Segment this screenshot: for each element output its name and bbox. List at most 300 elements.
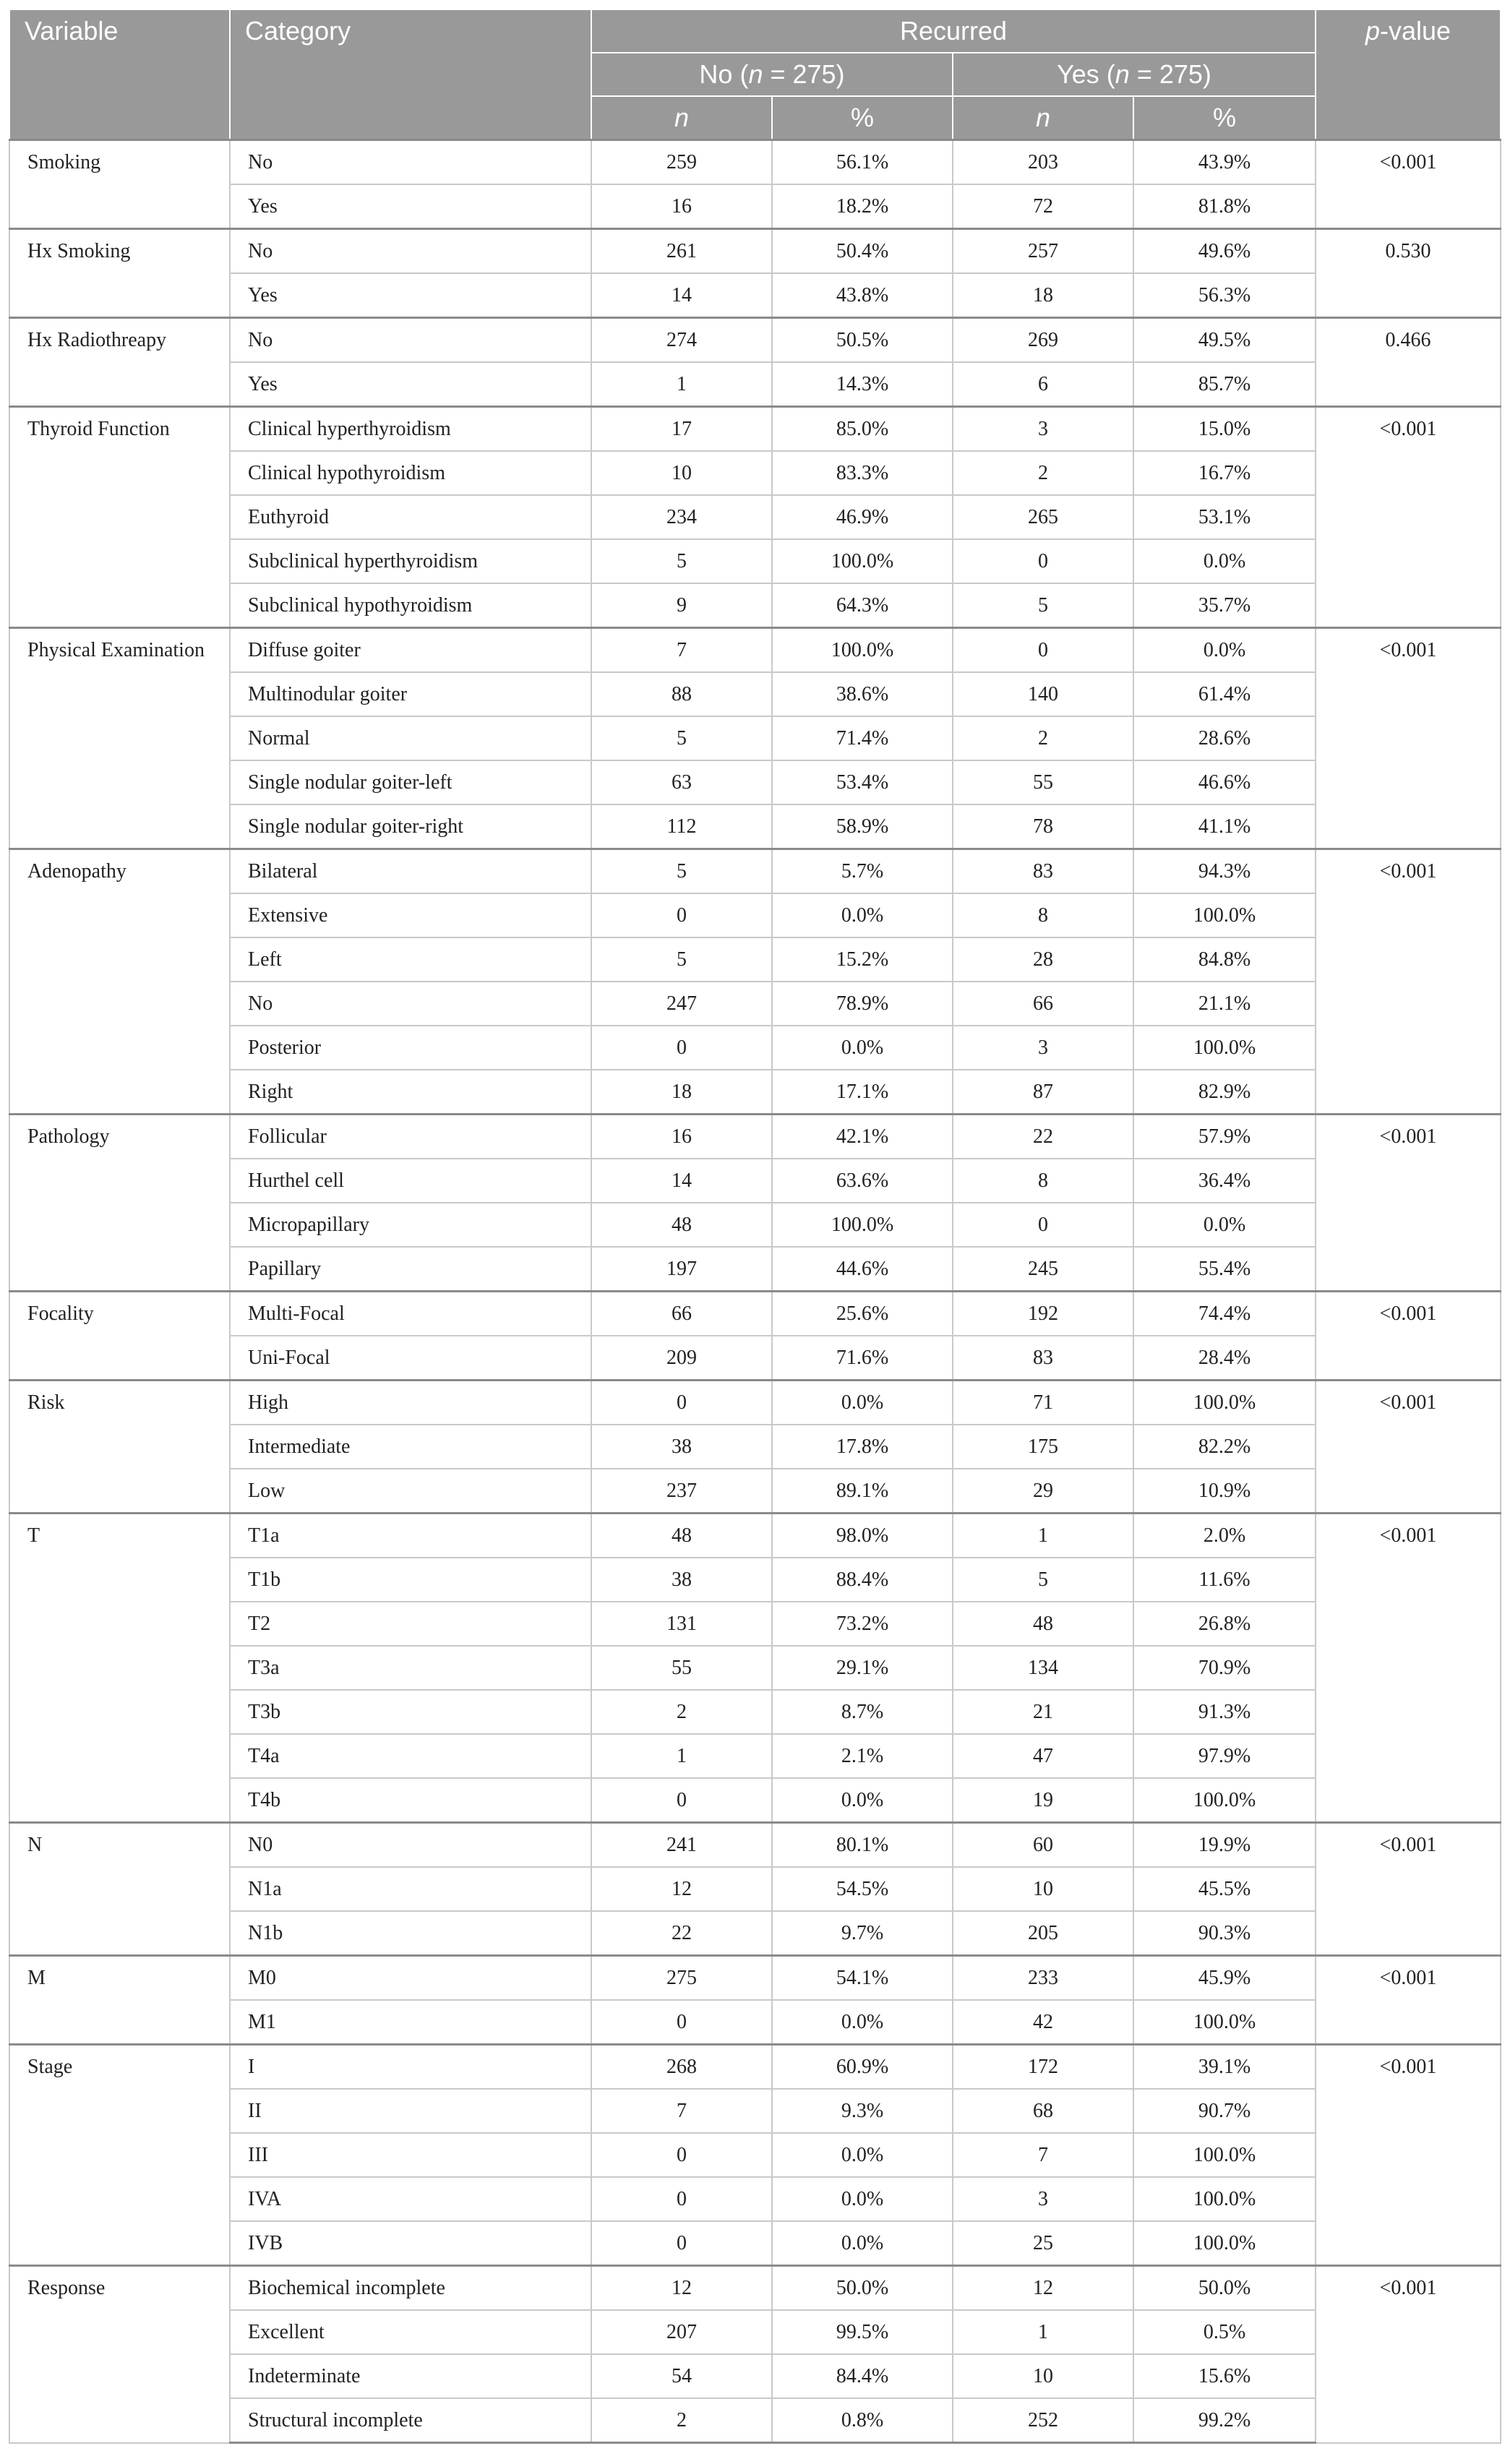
no-percent-cell: 64.3% (772, 583, 953, 628)
yes-count-cell: 257 (953, 229, 1133, 274)
no-count-cell: 2 (591, 2398, 772, 2443)
table-row (9, 628, 1501, 673)
category-cell: Multinodular goiter (230, 672, 591, 716)
no-count-cell: 0 (591, 1026, 772, 1070)
pvalue-cell: <0.001 (1316, 2045, 1501, 2266)
no-count-cell: 63 (591, 760, 772, 804)
table-row (9, 318, 1501, 363)
table-row (9, 1070, 1501, 1115)
yes-count-cell: 25 (953, 2221, 1133, 2266)
yes-percent-cell: 49.5% (1133, 318, 1316, 363)
no-count-cell: 48 (591, 1203, 772, 1247)
yes-count-cell: 18 (953, 273, 1133, 318)
yes-percent-cell: 91.3% (1133, 1690, 1316, 1734)
pvalue-cell: <0.001 (1316, 1956, 1501, 2045)
category-cell: T4a (230, 1734, 591, 1778)
no-percent-cell: 100.0% (772, 1203, 953, 1247)
yes-count-cell: 140 (953, 672, 1133, 716)
table-header (9, 9, 1501, 140)
no-count-cell: 261 (591, 229, 772, 274)
no-percent-cell: 14.3% (772, 362, 953, 407)
table-row (9, 2045, 1501, 2090)
category-cell: Multi-Focal (230, 1292, 591, 1336)
category-cell: N1a (230, 1867, 591, 1911)
category-cell: I (230, 2045, 591, 2090)
header-no-pct: % (772, 96, 953, 140)
yes-count-cell: 3 (953, 407, 1133, 452)
yes-count-cell: 8 (953, 1159, 1133, 1203)
no-percent-cell: 99.5% (772, 2310, 953, 2354)
no-percent-cell: 56.1% (772, 140, 953, 185)
yes-percent-cell: 82.2% (1133, 1425, 1316, 1469)
table-row (9, 1514, 1501, 1558)
category-cell: Yes (230, 362, 591, 407)
table-row (9, 1778, 1501, 1823)
no-percent-cell: 17.8% (772, 1425, 953, 1469)
yes-percent-cell: 81.8% (1133, 184, 1316, 229)
no-percent-cell: 85.0% (772, 407, 953, 452)
category-cell: Low (230, 1469, 591, 1514)
no-percent-cell: 60.9% (772, 2045, 953, 2090)
yes-count-cell: 47 (953, 1734, 1133, 1778)
yes-percent-cell: 85.7% (1133, 362, 1316, 407)
table-row (9, 1602, 1501, 1646)
variable-cell: Pathology (9, 1115, 230, 1292)
yes-count-cell: 233 (953, 1956, 1133, 2001)
no-percent-cell: 2.1% (772, 1734, 953, 1778)
no-count-cell: 14 (591, 273, 772, 318)
table-row (9, 1115, 1501, 1159)
yes-percent-cell: 100.0% (1133, 2221, 1316, 2266)
table-row (9, 2133, 1501, 2177)
yes-count-cell: 1 (953, 1514, 1133, 1558)
yes-count-cell: 269 (953, 318, 1133, 363)
yes-count-cell: 203 (953, 140, 1133, 185)
yes-count-cell: 55 (953, 760, 1133, 804)
no-count-cell: 88 (591, 672, 772, 716)
no-count-cell: 12 (591, 2266, 772, 2311)
table-row (9, 2177, 1501, 2221)
category-cell: Right (230, 1070, 591, 1115)
yes-count-cell: 192 (953, 1292, 1133, 1336)
no-percent-cell: 80.1% (772, 1823, 953, 1868)
pvalue-cell: <0.001 (1316, 407, 1501, 628)
yes-count-cell: 72 (953, 184, 1133, 229)
no-percent-cell: 17.1% (772, 1070, 953, 1115)
category-cell: Normal (230, 716, 591, 760)
no-count-cell: 16 (591, 1115, 772, 1159)
no-percent-cell: 43.8% (772, 273, 953, 318)
table-row (9, 672, 1501, 716)
no-percent-cell: 5.7% (772, 849, 953, 894)
table-row (9, 982, 1501, 1026)
pvalue-cell: 0.530 (1316, 229, 1501, 318)
yes-percent-cell: 57.9% (1133, 1115, 1316, 1159)
yes-count-cell: 0 (953, 628, 1133, 673)
yes-count-cell: 3 (953, 1026, 1133, 1070)
no-count-cell: 0 (591, 2133, 772, 2177)
yes-percent-cell: 100.0% (1133, 1026, 1316, 1070)
variable-cell: Smoking (9, 140, 230, 229)
table-row (9, 1247, 1501, 1292)
yes-count-cell: 68 (953, 2089, 1133, 2133)
category-cell: Yes (230, 184, 591, 229)
pvalue-cell: <0.001 (1316, 628, 1501, 849)
table-row (9, 1159, 1501, 1203)
yes-count-cell: 83 (953, 849, 1133, 894)
yes-percent-cell: 56.3% (1133, 273, 1316, 318)
no-count-cell: 259 (591, 140, 772, 185)
no-count-cell: 7 (591, 2089, 772, 2133)
no-count-cell: 131 (591, 1602, 772, 1646)
yes-percent-cell: 45.9% (1133, 1956, 1316, 2001)
no-count-cell: 247 (591, 982, 772, 1026)
yes-count-cell: 29 (953, 1469, 1133, 1514)
no-count-cell: 241 (591, 1823, 772, 1868)
no-percent-cell: 9.3% (772, 2089, 953, 2133)
yes-count-cell: 87 (953, 1070, 1133, 1115)
yes-percent-cell: 55.4% (1133, 1247, 1316, 1292)
yes-percent-cell: 35.7% (1133, 583, 1316, 628)
category-cell: No (230, 140, 591, 185)
category-cell: Subclinical hypothyroidism (230, 583, 591, 628)
no-count-cell: 0 (591, 1381, 772, 1425)
pvalue-cell: <0.001 (1316, 849, 1501, 1115)
table-row (9, 1469, 1501, 1514)
yes-count-cell: 22 (953, 1115, 1133, 1159)
table-row (9, 1911, 1501, 1956)
yes-percent-cell: 70.9% (1133, 1646, 1316, 1690)
table-row (9, 229, 1501, 274)
category-cell: Hurthel cell (230, 1159, 591, 1203)
no-percent-cell: 50.4% (772, 229, 953, 274)
no-count-cell: 38 (591, 1558, 772, 1602)
yes-count-cell: 265 (953, 495, 1133, 539)
table-row (9, 1646, 1501, 1690)
no-count-cell: 0 (591, 893, 772, 937)
no-count-cell: 5 (591, 937, 772, 982)
variable-cell: Focality (9, 1292, 230, 1381)
yes-percent-cell: 84.8% (1133, 937, 1316, 982)
table-row (9, 1734, 1501, 1778)
yes-percent-cell: 28.6% (1133, 716, 1316, 760)
table-row (9, 495, 1501, 539)
no-percent-cell: 100.0% (772, 628, 953, 673)
category-cell: Biochemical incomplete (230, 2266, 591, 2311)
table-row (9, 539, 1501, 583)
yes-count-cell: 175 (953, 1425, 1133, 1469)
yes-percent-cell: 100.0% (1133, 2000, 1316, 2045)
no-percent-cell: 29.1% (772, 1646, 953, 1690)
category-cell: T3a (230, 1646, 591, 1690)
no-count-cell: 274 (591, 318, 772, 363)
yes-percent-cell: 15.6% (1133, 2354, 1316, 2398)
yes-count-cell: 2 (953, 716, 1133, 760)
no-percent-cell: 42.1% (772, 1115, 953, 1159)
yes-count-cell: 71 (953, 1381, 1133, 1425)
category-cell: Papillary (230, 1247, 591, 1292)
no-percent-cell: 15.2% (772, 937, 953, 982)
table-row (9, 804, 1501, 849)
no-count-cell: 10 (591, 451, 772, 495)
category-cell: IVB (230, 2221, 591, 2266)
yes-count-cell: 245 (953, 1247, 1133, 1292)
yes-percent-cell: 43.9% (1133, 140, 1316, 185)
table-row (9, 1690, 1501, 1734)
data-table-container (9, 9, 1500, 2444)
category-cell: Indeterminate (230, 2354, 591, 2398)
no-percent-cell: 0.0% (772, 2221, 953, 2266)
yes-percent-cell: 0.0% (1133, 628, 1316, 673)
yes-count-cell: 66 (953, 982, 1133, 1026)
category-cell: Clinical hypothyroidism (230, 451, 591, 495)
no-percent-cell: 0.0% (772, 1778, 953, 1823)
yes-percent-cell: 26.8% (1133, 1602, 1316, 1646)
yes-count-cell: 0 (953, 1203, 1133, 1247)
no-percent-cell: 54.1% (772, 1956, 953, 2001)
yes-percent-cell: 0.5% (1133, 2310, 1316, 2354)
yes-percent-cell: 46.6% (1133, 760, 1316, 804)
variable-cell: Hx Smoking (9, 229, 230, 318)
variable-cell: N (9, 1823, 230, 1956)
yes-count-cell: 10 (953, 1867, 1133, 1911)
no-count-cell: 55 (591, 1646, 772, 1690)
table-row (9, 716, 1501, 760)
yes-percent-cell: 19.9% (1133, 1823, 1316, 1868)
category-cell: T4b (230, 1778, 591, 1823)
yes-percent-cell: 100.0% (1133, 893, 1316, 937)
yes-count-cell: 28 (953, 937, 1133, 982)
no-percent-cell: 25.6% (772, 1292, 953, 1336)
yes-count-cell: 6 (953, 362, 1133, 407)
no-count-cell: 17 (591, 407, 772, 452)
no-percent-cell: 46.9% (772, 495, 953, 539)
category-cell: Intermediate (230, 1425, 591, 1469)
variable-cell: Stage (9, 2045, 230, 2266)
no-count-cell: 275 (591, 1956, 772, 2001)
yes-percent-cell: 15.0% (1133, 407, 1316, 452)
yes-percent-cell: 97.9% (1133, 1734, 1316, 1778)
table-row (9, 2398, 1501, 2443)
yes-count-cell: 134 (953, 1646, 1133, 1690)
header-variable: Variable (9, 9, 230, 140)
table-row (9, 451, 1501, 495)
category-cell: No (230, 318, 591, 363)
no-percent-cell: 38.6% (772, 672, 953, 716)
no-count-cell: 207 (591, 2310, 772, 2354)
yes-percent-cell: 36.4% (1133, 1159, 1316, 1203)
no-count-cell: 48 (591, 1514, 772, 1558)
yes-count-cell: 1 (953, 2310, 1133, 2354)
yes-percent-cell: 50.0% (1133, 2266, 1316, 2311)
no-count-cell: 14 (591, 1159, 772, 1203)
no-count-cell: 22 (591, 1911, 772, 1956)
category-cell: Yes (230, 273, 591, 318)
table-row (9, 184, 1501, 229)
table-row (9, 1425, 1501, 1469)
table-row (9, 1336, 1501, 1381)
variable-cell: Adenopathy (9, 849, 230, 1115)
category-cell: Single nodular goiter-right (230, 804, 591, 849)
no-percent-cell: 18.2% (772, 184, 953, 229)
no-count-cell: 16 (591, 184, 772, 229)
table-row (9, 1292, 1501, 1336)
no-count-cell: 237 (591, 1469, 772, 1514)
no-count-cell: 7 (591, 628, 772, 673)
yes-count-cell: 252 (953, 2398, 1133, 2443)
category-cell: Follicular (230, 1115, 591, 1159)
variable-cell: Risk (9, 1381, 230, 1514)
table-row (9, 893, 1501, 937)
table-row (9, 760, 1501, 804)
category-cell: N1b (230, 1911, 591, 1956)
no-count-cell: 66 (591, 1292, 772, 1336)
variable-cell: Response (9, 2266, 230, 2443)
no-count-cell: 0 (591, 2177, 772, 2221)
category-cell: IVA (230, 2177, 591, 2221)
yes-count-cell: 19 (953, 1778, 1133, 1823)
category-cell: Excellent (230, 2310, 591, 2354)
yes-count-cell: 8 (953, 893, 1133, 937)
pvalue-cell: <0.001 (1316, 1823, 1501, 1956)
no-percent-cell: 0.0% (772, 1026, 953, 1070)
category-cell: No (230, 982, 591, 1026)
yes-percent-cell: 53.1% (1133, 495, 1316, 539)
yes-percent-cell: 90.7% (1133, 2089, 1316, 2133)
no-percent-cell: 71.4% (772, 716, 953, 760)
no-count-cell: 1 (591, 1734, 772, 1778)
table-row (9, 1203, 1501, 1247)
no-count-cell: 5 (591, 716, 772, 760)
no-count-cell: 54 (591, 2354, 772, 2398)
category-cell: Single nodular goiter-left (230, 760, 591, 804)
table-row (9, 849, 1501, 894)
yes-count-cell: 172 (953, 2045, 1133, 2090)
table-row (9, 2354, 1501, 2398)
no-percent-cell: 53.4% (772, 760, 953, 804)
header-yes-group: Yes (n = 275) (953, 53, 1316, 96)
yes-percent-cell: 0.0% (1133, 539, 1316, 583)
header-pvalue: p-value (1316, 9, 1501, 140)
yes-percent-cell: 21.1% (1133, 982, 1316, 1026)
yes-count-cell: 83 (953, 1336, 1133, 1381)
yes-percent-cell: 74.4% (1133, 1292, 1316, 1336)
yes-count-cell: 48 (953, 1602, 1133, 1646)
yes-percent-cell: 2.0% (1133, 1514, 1316, 1558)
no-percent-cell: 0.0% (772, 2133, 953, 2177)
table-row (9, 1381, 1501, 1425)
pvalue-cell: <0.001 (1316, 2266, 1501, 2443)
yes-percent-cell: 16.7% (1133, 451, 1316, 495)
yes-percent-cell: 49.6% (1133, 229, 1316, 274)
variable-cell: Hx Radiothreapy (9, 318, 230, 407)
no-percent-cell: 54.5% (772, 1867, 953, 1911)
yes-count-cell: 0 (953, 539, 1133, 583)
no-percent-cell: 0.0% (772, 1381, 953, 1425)
header-yes-n: n (953, 96, 1133, 140)
no-count-cell: 38 (591, 1425, 772, 1469)
no-count-cell: 234 (591, 495, 772, 539)
no-count-cell: 197 (591, 1247, 772, 1292)
category-cell: No (230, 229, 591, 274)
table-body (9, 140, 1501, 2443)
category-cell: Euthyroid (230, 495, 591, 539)
category-cell: III (230, 2133, 591, 2177)
no-percent-cell: 63.6% (772, 1159, 953, 1203)
variable-cell: T (9, 1514, 230, 1823)
no-percent-cell: 0.0% (772, 2177, 953, 2221)
no-percent-cell: 84.4% (772, 2354, 953, 2398)
table-row (9, 2266, 1501, 2311)
yes-percent-cell: 90.3% (1133, 1911, 1316, 1956)
yes-percent-cell: 0.0% (1133, 1203, 1316, 1247)
no-count-cell: 0 (591, 1778, 772, 1823)
table-row (9, 1558, 1501, 1602)
table-row (9, 1823, 1501, 1868)
yes-percent-cell: 10.9% (1133, 1469, 1316, 1514)
yes-percent-cell: 94.3% (1133, 849, 1316, 894)
yes-percent-cell: 11.6% (1133, 1558, 1316, 1602)
yes-count-cell: 60 (953, 1823, 1133, 1868)
no-percent-cell: 89.1% (772, 1469, 953, 1514)
no-count-cell: 1 (591, 362, 772, 407)
category-cell: II (230, 2089, 591, 2133)
pvalue-cell: <0.001 (1316, 1115, 1501, 1292)
no-percent-cell: 100.0% (772, 539, 953, 583)
yes-percent-cell: 100.0% (1133, 2133, 1316, 2177)
category-cell: Extensive (230, 893, 591, 937)
category-cell: T1a (230, 1514, 591, 1558)
table-row (9, 937, 1501, 982)
no-percent-cell: 71.6% (772, 1336, 953, 1381)
category-cell: N0 (230, 1823, 591, 1868)
no-percent-cell: 0.0% (772, 893, 953, 937)
header-yes-pct: % (1133, 96, 1316, 140)
category-cell: T3b (230, 1690, 591, 1734)
no-count-cell: 5 (591, 539, 772, 583)
no-percent-cell: 98.0% (772, 1514, 953, 1558)
yes-count-cell: 5 (953, 583, 1133, 628)
category-cell: Structural incomplete (230, 2398, 591, 2443)
no-percent-cell: 9.7% (772, 1911, 953, 1956)
table-row (9, 2089, 1501, 2133)
yes-percent-cell: 100.0% (1133, 1778, 1316, 1823)
yes-count-cell: 12 (953, 2266, 1133, 2311)
category-cell: Clinical hyperthyroidism (230, 407, 591, 452)
yes-count-cell: 10 (953, 2354, 1133, 2398)
table-row (9, 2310, 1501, 2354)
table-row (9, 140, 1501, 185)
yes-count-cell: 78 (953, 804, 1133, 849)
category-cell: M1 (230, 2000, 591, 2045)
yes-count-cell: 42 (953, 2000, 1133, 2045)
category-cell: Left (230, 937, 591, 982)
category-cell: Uni-Focal (230, 1336, 591, 1381)
no-count-cell: 9 (591, 583, 772, 628)
no-count-cell: 268 (591, 2045, 772, 2090)
variable-cell: Physical Examination (9, 628, 230, 849)
no-percent-cell: 83.3% (772, 451, 953, 495)
category-cell: High (230, 1381, 591, 1425)
no-percent-cell: 50.5% (772, 318, 953, 363)
category-cell: M0 (230, 1956, 591, 2001)
header-category: Category (230, 9, 591, 140)
no-count-cell: 2 (591, 1690, 772, 1734)
category-cell: Subclinical hyperthyroidism (230, 539, 591, 583)
yes-percent-cell: 39.1% (1133, 2045, 1316, 2090)
no-percent-cell: 0.8% (772, 2398, 953, 2443)
table-row (9, 273, 1501, 318)
